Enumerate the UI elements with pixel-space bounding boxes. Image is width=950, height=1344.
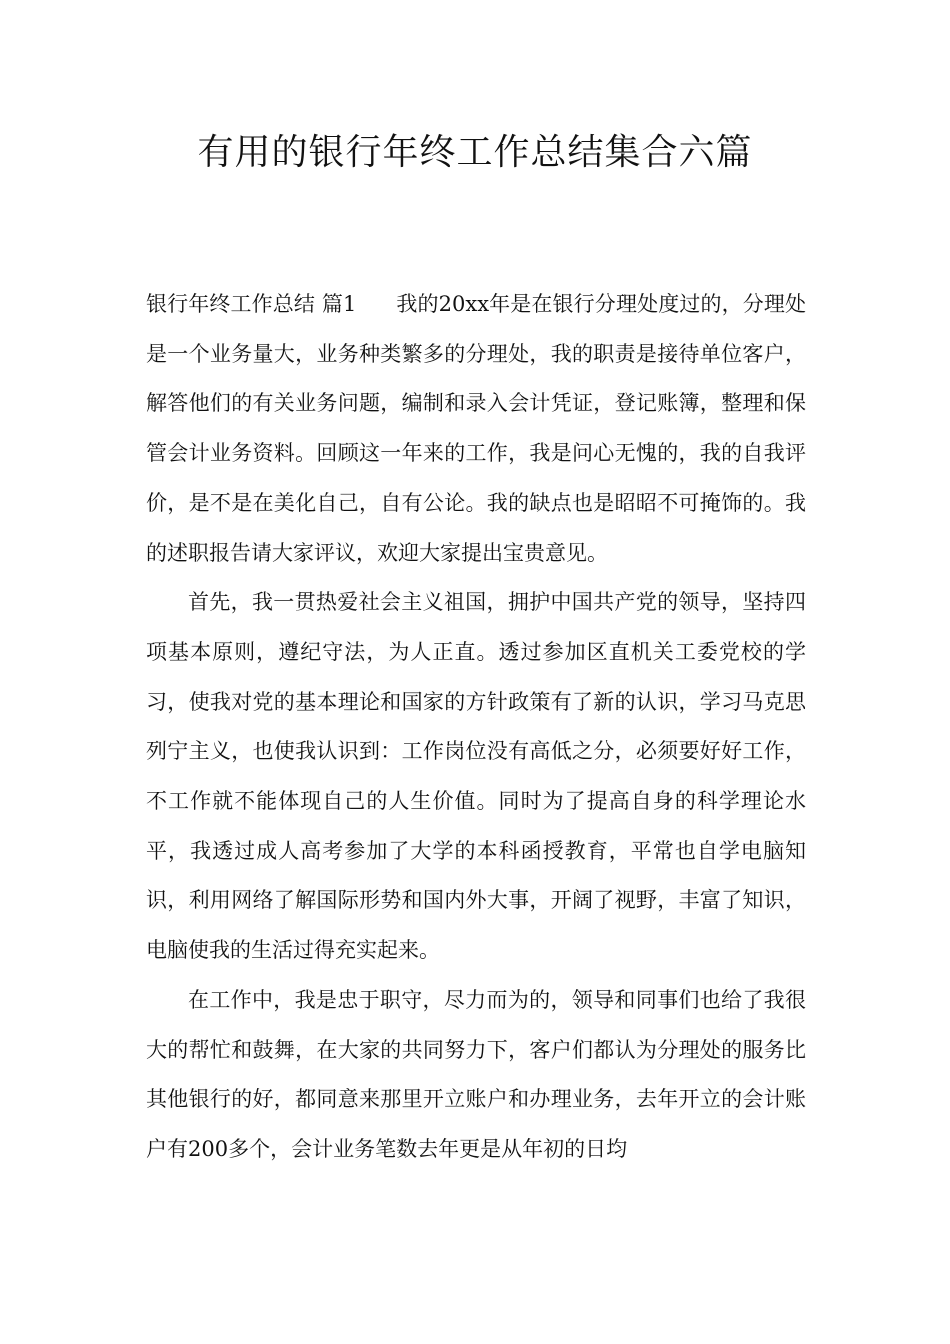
paragraph-1 — [146, 280, 806, 578]
document-body — [146, 280, 806, 1175]
paragraph-3: 在工作中，我是忠于职守，尽力而为的，领导和同事们也给了我很大的帮忙和鼓舞，在大家的共同努力下，客户们都认为分理处的服务比其他银行的好，都同意来那里开立账户和办理业务，去年开立的会计账户有200多个，会计业务笔数去年更是从年初的日均 — [146, 987, 806, 1161]
paragraph-2: 首先，我一贯热爱社会主义祖国，拥护中国共产党的领导，坚持四项基本原则，遵纪守法，为人正直。透过参加区直机关工委党校的学习，使我对党的基本理论和国家的方针政策有了新的认识，学习马克思列宁主义，也使我认识到：工作岗位没有高低之分，必须要好好工作，不工作就不能体现自己的人生价值。同时为了提高自身的科学理论水平，我透过成人高考参加了大学的本科函授教育，平常也自学电脑知识，利用网络了解国际形势和国内外大事，开阔了视野，丰富了知识，电脑使我的生活过得充实起来。 — [146, 590, 806, 963]
document-title: 有用的银行年终工作总结集合六篇 — [197, 132, 753, 173]
section-label: 银行年终工作总结 篇1 — [146, 292, 357, 316]
paragraph-1-text: 我的20xx年是在银行分理处度过的，分理处是一个业务量大，业务种类繁多的分理处，我的职责是接待单位客户，解答他们的有关业务问题，编制和录入会计凭证，登记账簿，整理和保管会计业务资料。回顾这一年来的工作，我是问心无愧的，我的自我评价，是不是在美化自己，自有公论。我的缺点也是昭昭不可掩饰的。我的述职报告请大家评议，欢迎大家提出宝贵意见。 — [146, 292, 806, 565]
